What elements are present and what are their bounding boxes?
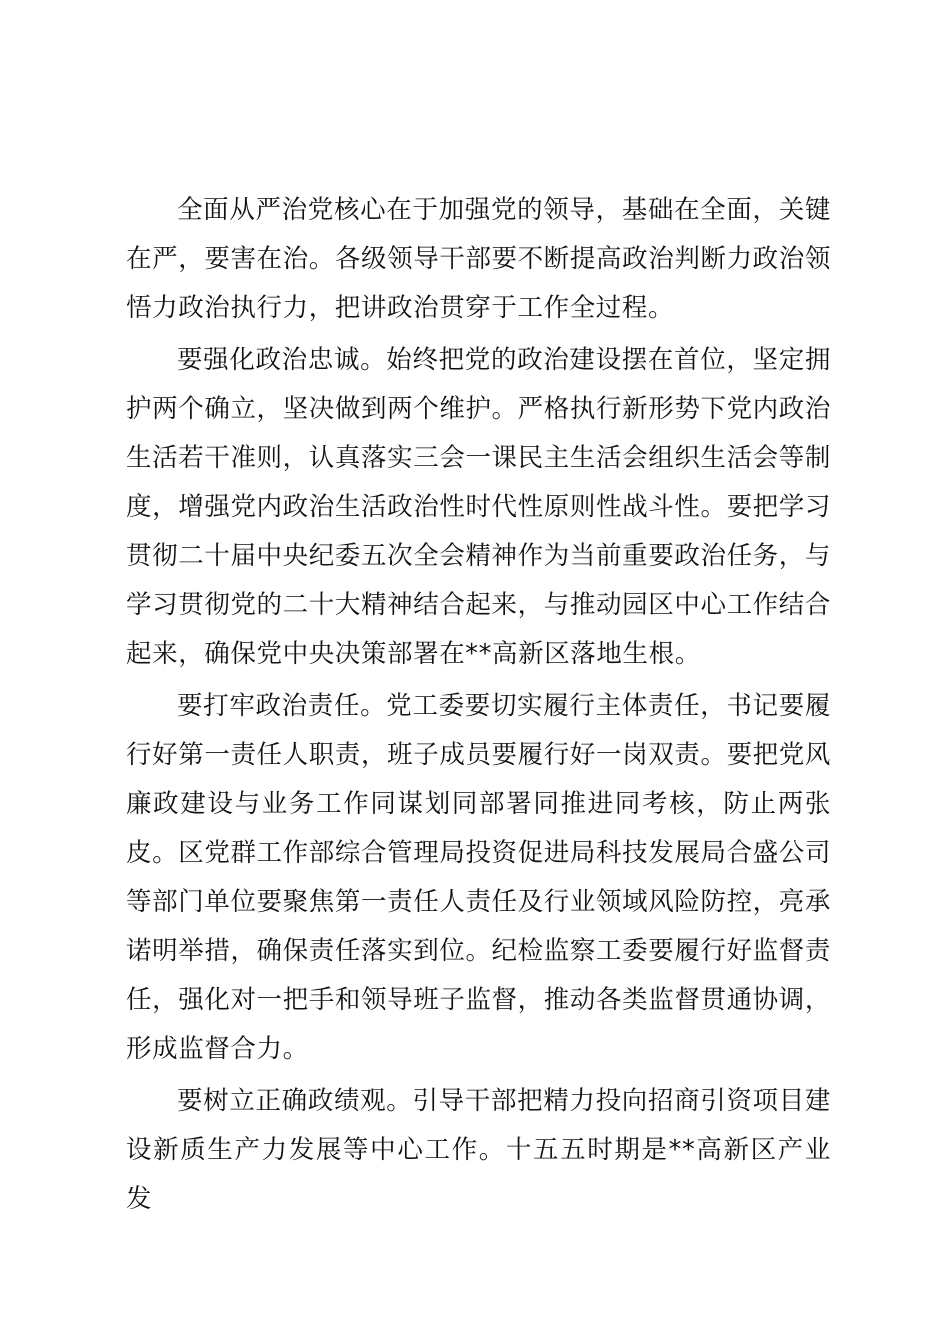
paragraph-political-responsibility: 要打牢政治责任。党工委要切实履行主体责任，书记要履行好第一责任人职责，班子成员要履行好一岗双责。要把党风廉政建设与业务工作同谋划同部署同推进同考核，防止两张皮。区党群工作部综合管理局投资促进局科技发展局合盛公司等部门单位要聚焦第一责任人责任及行业领域风险防控，亮承诺明举措，确保责任落实到位。纪检监察工委要履行好监督责任，强化对一把手和领导班子监督，推动各类监督贯通协调，形成监督合力。	[126, 691, 831, 1064]
paragraph-performance-view: 要树立正确政绩观。引导干部把精力投向招商引资项目建设新质生产力发展等中心工作。十五五时期是**高新区产业发	[126, 1086, 831, 1214]
document-page	[126, 186, 831, 1227]
paragraph-intro: 全面从严治党核心在于加强党的领导，基础在全面，关键在严，要害在治。各级领导干部要不断提高政治判断力政治领悟力政治执行力，把讲政治贯穿于工作全过程。	[126, 195, 831, 323]
paragraph-political-loyalty: 要强化政治忠诚。始终把党的政治建设摆在首位，坚定拥护两个确立，坚决做到两个维护。严格执行新形势下党内政治生活若干准则，认真落实三会一课民主生活会组织生活会等制度，增强党内政治生活政治性时代性原则性战斗性。要把学习贯彻二十届中央纪委五次全会精神作为当前重要政治任务，与学习贯彻党的二十大精神结合起来，与推动园区中心工作结合起来，确保党中央决策部署在**高新区落地生根。	[126, 345, 831, 669]
